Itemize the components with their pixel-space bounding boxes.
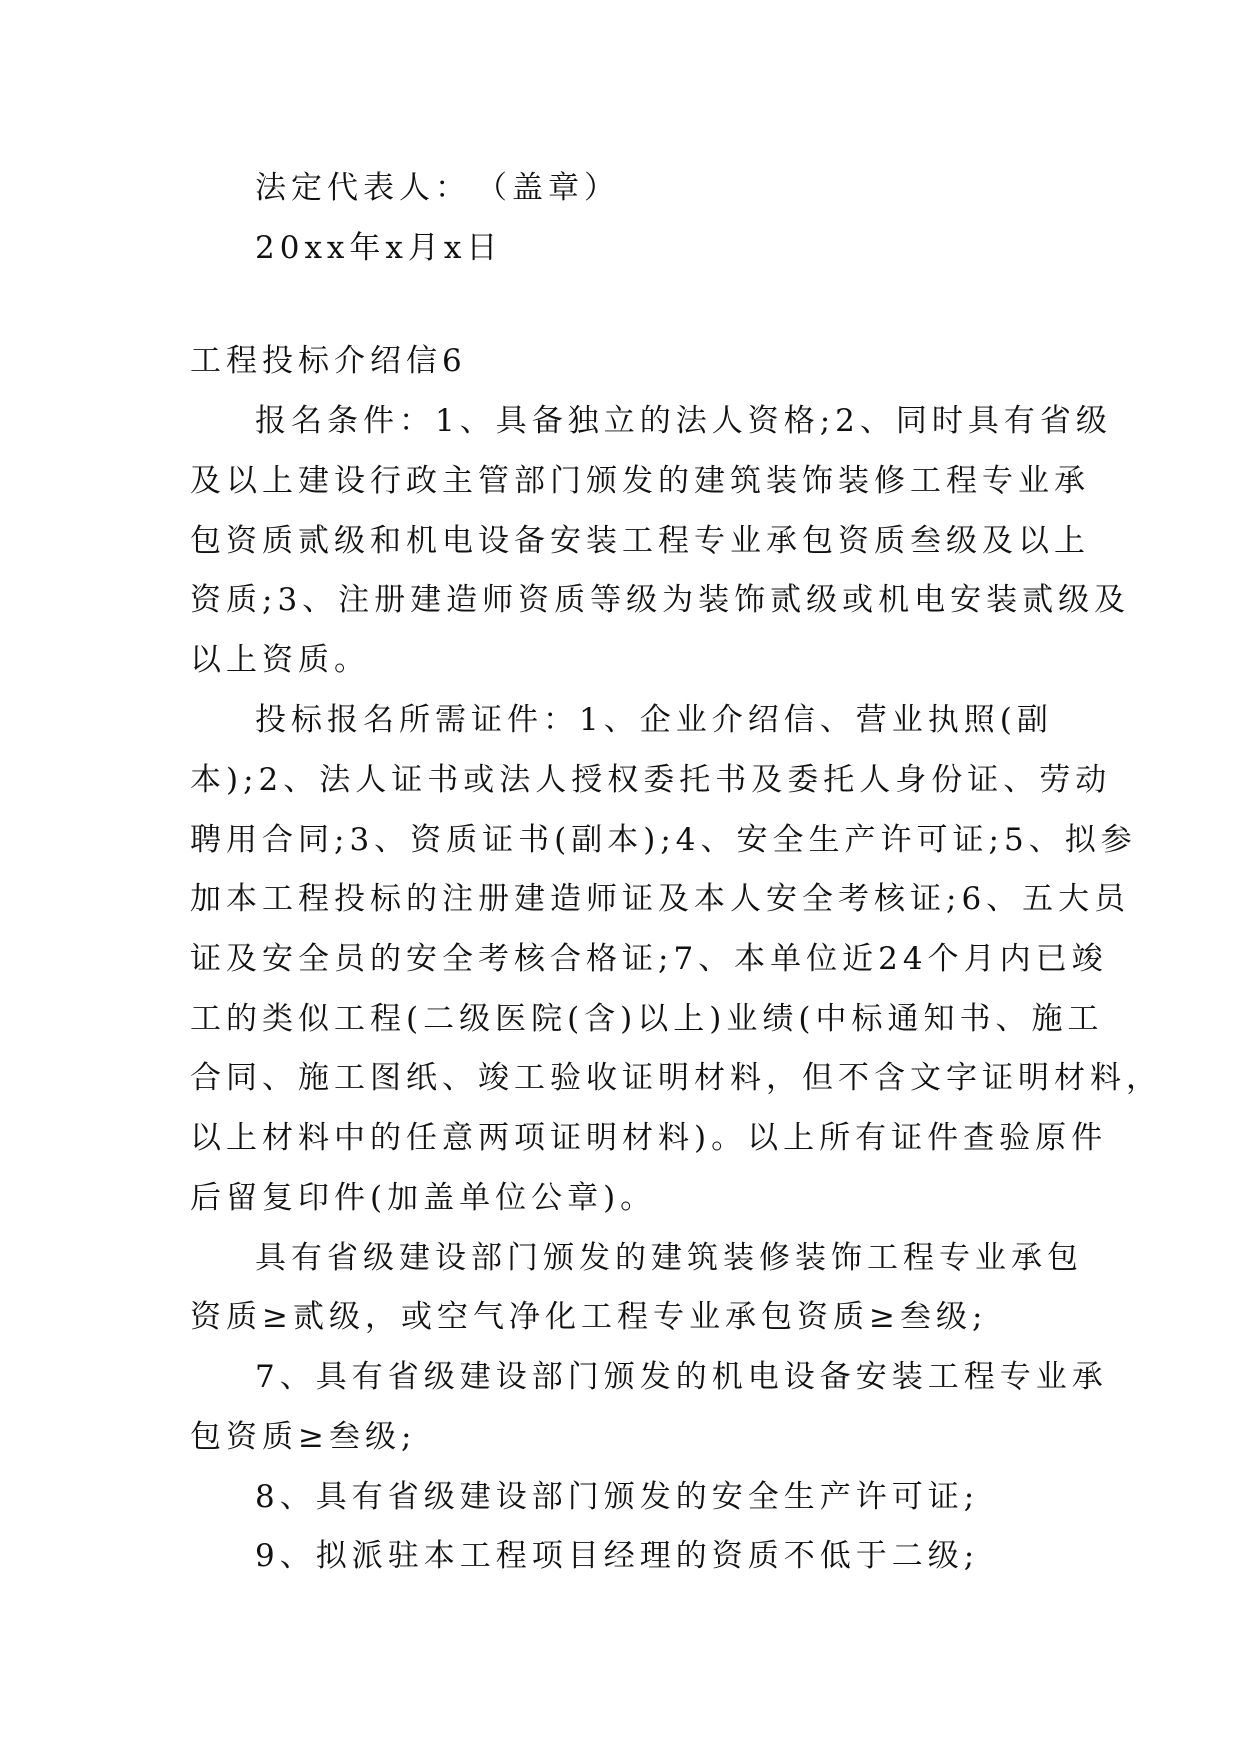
paragraph-line: 合同、施工图纸、竣工验收证明材料，但不含文字证明材料， <box>190 1060 1162 1096</box>
paragraph-line: 包资质≥叁级; <box>190 1419 417 1455</box>
paragraph-line: 聘用合同;3、资质证书(副本);4、安全生产许可证;5、拟参 <box>190 822 1137 858</box>
paragraph-line: 投标报名所需证件：1、企业介绍信、营业执照(副 <box>255 702 1053 738</box>
paragraph-line: 工的类似工程(二级医院(含)以上)业绩(中标通知书、施工 <box>190 1001 1104 1037</box>
paragraph-line: 8、具有省级建设部门颁发的安全生产许可证; <box>255 1479 980 1515</box>
paragraph-line: 9、拟派驻本工程项目经理的资质不低于二级; <box>255 1538 980 1574</box>
paragraph-line: 资质;3、注册建造师资质等级为装饰贰级或机电安装贰级及 <box>190 582 1131 618</box>
paragraph-line: 以上材料中的任意两项证明材料)。以上所有证件查验原件 <box>190 1120 1108 1156</box>
paragraph-line: 资质≥贰级，或空气净化工程专业承包资质≥叁级; <box>190 1299 988 1335</box>
date-line: 20xx年x月x日 <box>255 230 503 266</box>
paragraph-line: 具有省级建设部门颁发的建筑装修装饰工程专业承包 <box>255 1240 1083 1276</box>
paragraph-line: 本);2、法人证书或法人授权委托书及委托人身份证、劳动 <box>190 762 1112 798</box>
section-title: 工程投标介绍信6 <box>190 343 467 379</box>
paragraph-line: 加本工程投标的注册建造师证及本人安全考核证;6、五大员 <box>190 881 1131 917</box>
paragraph-line: 包资质贰级和机电设备安装工程专业承包资质叁级及以上 <box>190 523 1090 559</box>
paragraph-line: 以上资质。 <box>190 642 370 678</box>
representative-line: 法定代表人： （盖章） <box>255 170 620 206</box>
paragraph-line: 后留复印件(加盖单位公章)。 <box>190 1180 657 1216</box>
paragraph-line: 及以上建设行政主管部门颁发的建筑装饰装修工程专业承 <box>190 463 1090 499</box>
paragraph-line: 7、具有省级建设部门颁发的机电设备安装工程专业承 <box>255 1359 1108 1395</box>
paragraph-line: 报名条件：1、具备独立的法人资格;2、同时具有省级 <box>255 403 1112 439</box>
paragraph-line: 证及安全员的安全考核合格证;7、本单位近24个月内已竣 <box>190 941 1108 977</box>
